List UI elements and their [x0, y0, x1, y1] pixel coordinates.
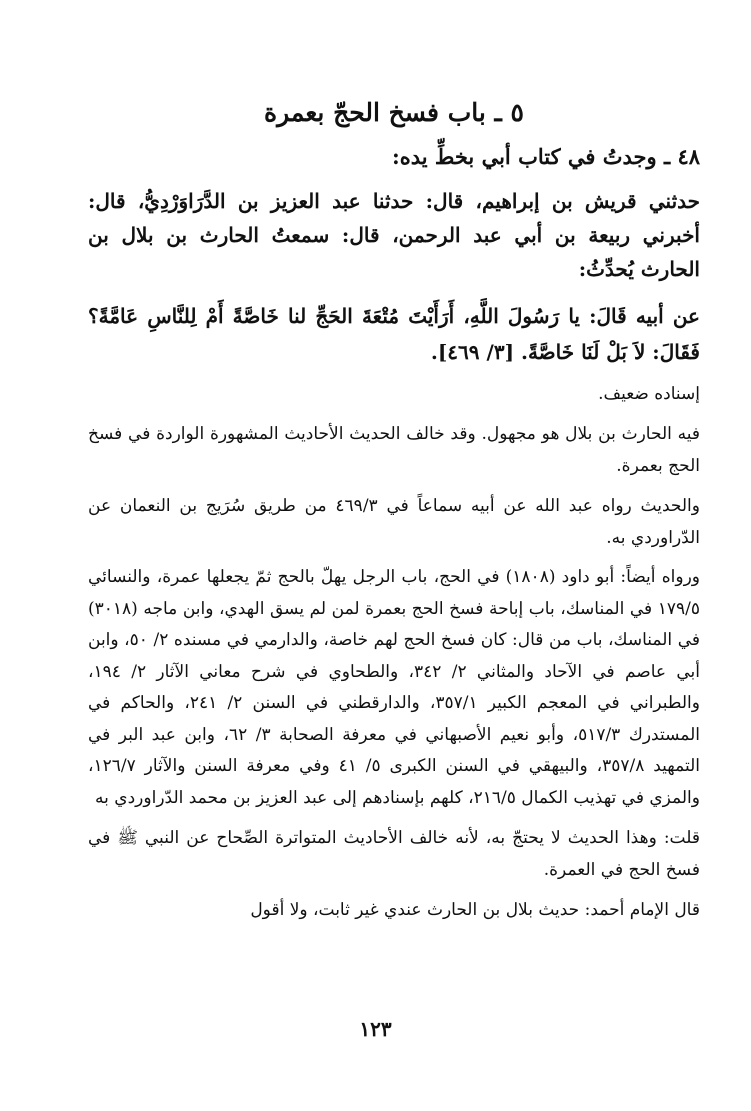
commentary-paragraph: فيه الحارث بن بلال هو مجهول. وقد خالف الحديث الأحاديث المشهورة الواردة في فسخ الحج بعمرة. [88, 424, 700, 476]
commentary-grading: إسناده ضعيف. [598, 384, 700, 404]
chapter-title: ٥ ـ باب فسخ الحجّ بعمرة [264, 98, 524, 127]
entry-heading: ٤٨ ـ وجدتُ في كتاب أبي بخطِّ يده: [392, 144, 700, 169]
commentary-sources: ورواه أيضاً: أبو داود (١٨٠٨) في الحج، باب الرجل يهلّ بالحج ثمّ يجعلها عمرة، والنسائي ١٧٩/٥ في المناسك، باب إباحة فسخ الحج بعمرة لمن لم يسق الهدي، وابن ماجه (٣٠١٨) في المناسك، باب من قال: كان فسخ الحج لهم خاصة، والدارمي في مسنده ٢/ ٥٠، وابن أبي عاصم في الآحاد والمثاني ٢/ ٣٤٢، والطحاوي في شرح معاني الآثار ٢/ ١٩٤، والطبراني في المعجم الكبير ٣٥٧/١، والدارقطني في السنن ٢/ ٢٤١، والحاكم في المستدرك ٥١٧/٣، وأبو نعيم الأصبهاني في معرفة الصحابة ٣/ ٦٢، وابن عبد البر في التمهيد ٣٥٧/٨، والبيهقي في السنن الكبرى ٥/ ٤١ وفي معرفة السنن والآثار ١٢٦/٧، والمزي في تهذيب الكمال ٢١٦/٥، كلهم بإسنادهم إلى عبد العزيز بن محمد الدّراوردي به [88, 567, 700, 808]
page-body [88, 96, 700, 934]
commentary-paragraph: والحديث رواه عبد الله عن أبيه سماعاً في ٤٦٩/٣ من طريق سُرَيج بن النعمان عن الدّراوردي به. [88, 496, 700, 548]
commentary-paragraph: قلت: وهذا الحديث لا يحتجّ به، لأنه خالف الأحاديث المتواترة الصِّحاح عن النبي ﷺ في فسخ الحج في العمرة. [88, 828, 700, 880]
isnad-paragraph: حدثني قريش بن إبراهيم، قال: حدثنا عبد العزيز بن الدَّرَاوَرْدِيُّ، قال: أخبرني ربيعة بن أبي عبد الرحمن، قال: سمعتُ الحارث بن بلال بن الحارث يُحدِّثُ: [88, 189, 700, 281]
page-number: ١٢٣ [359, 1017, 392, 1041]
commentary-paragraph: قال الإمام أحمد: حديث بلال بن الحارث عندي غير ثابت، ولا أقول [250, 900, 700, 920]
matn-paragraph: عن أبيه قَالَ: يا رَسُولَ اللَّهِ، أَرَأَيْتَ مُتْعَةَ الحَجِّ لنا خَاصَّةً أَمْ لِلنَّاسِ عَامَّةً؟ فَقَالَ: لاَ بَلْ لَنَا خَاصَّةً. [٣/ ٤٦٩]. [88, 304, 700, 364]
